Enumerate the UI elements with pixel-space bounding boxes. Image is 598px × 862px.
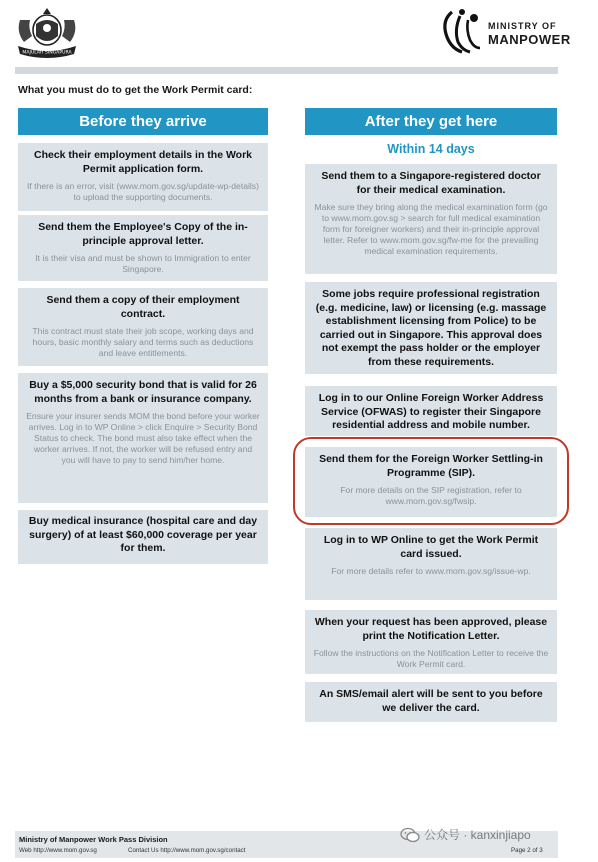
within-14-days-subheading: Within 14 days: [387, 142, 475, 156]
footer-contact-link[interactable]: Contact Us http://www.mom.gov.sg/contact: [128, 847, 246, 854]
card-title: Send them to a Singapore-registered doctor for their medical examination.: [321, 170, 541, 196]
card-title: Log in to our Online Foreign Worker Address Service (OFWAS) to register their Singapore residential address and mobile number.: [318, 392, 544, 431]
card-title: Buy a $5,000 security bond that is valid for 26 months from a bank or insurance company.: [29, 379, 257, 405]
card-desc: It is their visa and must be shown to Immigration to enter Singapore.: [35, 253, 251, 274]
card-title: When your request has been approved, please print the Notification Letter.: [314, 616, 548, 642]
right-card-3: [305, 386, 557, 436]
left-card-3: [18, 288, 268, 366]
singapore-crest-logo: [14, 6, 80, 60]
left-card-5: [18, 510, 268, 564]
right-card-7: [305, 682, 557, 722]
card-title: Some jobs require professional registration (e.g. medicine, law) or licensing (e.g. massage establishment licensing from Police) to be carried out in Singapore. This approval does not exempt the pass holder or the employer from these requirements.: [315, 288, 547, 368]
card-desc: This contract must state their job scope, working days and hours, basic monthly salary and terms such as deductions and leave entitlements.: [32, 326, 254, 358]
logo-line-2: MANPOWER: [488, 32, 571, 47]
card-title: Log in to WP Online to get the Work Permit card issued.: [323, 534, 539, 560]
wechat-icon: [400, 827, 420, 843]
card-desc: Make sure they bring along the medical examination form (go to www.mom.gov.sg > search for full medical examination form for foreigner workers) and their in-principle approval letter. Refer to www.mom.gov.sg/fw-me for the prevailing medical examination requirements.: [314, 202, 548, 256]
card-desc: Ensure your insurer sends MOM the bond before your worker arrives. Log in to WP Online > click Enquire > Security Bond Status to check. The bond must also take effect when the worker arrives. If not, the worker will be refused entry and you will have to pay to send him/her home.: [26, 411, 260, 465]
footer-web-link[interactable]: Web http://www.mom.gov.sg: [19, 847, 97, 854]
card-title: An SMS/email alert will be sent to you before we deliver the card.: [319, 688, 543, 714]
card-desc: If there is an error, visit (www.mom.gov.sg/update-wp-details) to upload the supporting documents.: [27, 181, 259, 202]
footer-page-number: Page 2 of 3: [511, 847, 543, 854]
card-title: Send them for the Foreign Worker Settling-in Programme (SIP).: [319, 453, 543, 479]
card-title: Send them a copy of their employment contract.: [46, 294, 240, 320]
before-arrive-heading: Before they arrive: [18, 108, 268, 135]
after-arrive-heading: After they get here: [305, 108, 557, 135]
left-card-4: [18, 373, 268, 503]
right-card-2: [305, 282, 557, 374]
top-divider-bar: [15, 67, 558, 74]
svg-text:MAJULAH SINGAPURA: MAJULAH SINGAPURA: [22, 50, 72, 56]
sip-highlight-circle: [293, 437, 569, 525]
wechat-watermark: [400, 826, 531, 843]
left-card-2: [18, 215, 268, 281]
card-title: Send them the Employee's Copy of the in-principle approval letter.: [38, 221, 248, 247]
card-desc: For more details refer to www.mom.gov.sg/issue-wp.: [331, 566, 531, 576]
logo-line-1: MINISTRY OF: [488, 21, 557, 31]
card-title: Buy medical insurance (hospital care and day surgery) of at least $60,000 coverage per year for them.: [28, 515, 258, 554]
watermark-text: 公众号 · kanxinjiapo: [424, 828, 531, 842]
mom-logo-text: [488, 22, 571, 46]
left-card-1: [18, 143, 268, 211]
card-desc: For more details on the SIP registration, refer to www.mom.gov.sg/fwsip.: [340, 485, 522, 506]
intro-heading: What you must do to get the Work Permit card:: [18, 84, 253, 96]
footer-division: Ministry of Manpower Work Pass Division: [19, 835, 168, 844]
right-card-5: [305, 528, 557, 600]
right-card-1: [305, 164, 557, 274]
card-desc: Follow the instructions on the Notification Letter to receive the Work Permit card.: [313, 648, 549, 669]
card-title: Check their employment details in the Work Permit application form.: [33, 149, 253, 175]
right-card-6: [305, 610, 557, 674]
